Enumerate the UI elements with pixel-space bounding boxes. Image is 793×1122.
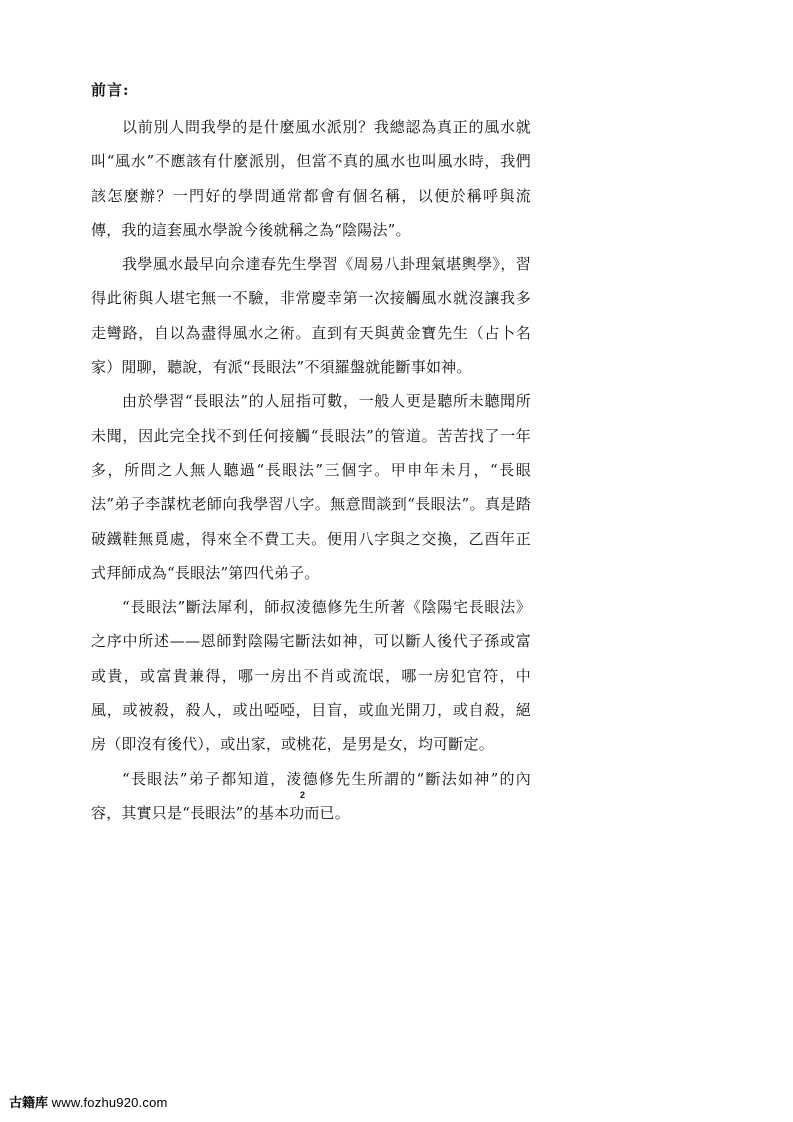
paragraph-5: “長眼法”弟子都知道，淩德修先生所謂的“斷法如神”的內容，其實只是“長眼法”的基本功而已。 <box>91 769 531 822</box>
page-number: 2 <box>300 790 306 800</box>
watermark-url: www.fozhu920.com <box>51 1095 168 1110</box>
paragraph-2: 我學風水最早向佘達春先生學習《周易八卦理氣堪輿學》，習得此術與人堪宅無一不驗，非常慶幸第一次接觸風水就沒讓我多走彎路，自以為盡得風水之術。直到有天與黄金寶先生（占卜名家）閒聊，聽說，有派“長眼法”不須羅盤就能斷事如神。 <box>91 255 531 377</box>
paragraph-4: “長眼法”斷法犀利，師叔淩德修先生所著《陰陽宅長眼法》之序中所述——恩師對陰陽宅斷法如神，可以斷人後代子孫或富或貴，或富貴兼得，哪一房出不肖或流氓，哪一房犯官符，中風，或被殺，殺人，或出啞啞，目盲，或血光開刀，或自殺，絕房（即沒有後代），或出家，或桃花，是男是女，均可斷定。 <box>91 598 531 754</box>
paragraph-1: 以前別人問我學的是什麼風水派別？我總認為真正的風水就叫“風水”不應該有什麼派別，但當不真的風水也叫風水時，我們該怎麼辦？一門好的學問通常都會有個名稱，以便於稱呼與流傳，我的這套風水學說今後就稱之為“陰陽法”。 <box>91 118 531 239</box>
paragraph-3: 由於學習“長眼法”的人屈指可數，一般人更是聽所未聽聞所未聞，因此完全找不到任何接觸“長眼法”的管道。苦苦找了一年多，所問之人無人聽過“長眼法”三個字。甲申年未月，“長眼法”弟子李謀枕老師向我學習八字。無意間談到“長眼法”。真是踏破鐵鞋無覓處，得來全不費工夫。便用八字與之交換，乙酉年正式拜師成為“長眼法”第四代弟子。 <box>91 392 531 582</box>
watermark-site-name: 古籍库 <box>9 1096 49 1111</box>
preface-heading: 前言: <box>91 81 130 99</box>
preface-body <box>91 110 531 830</box>
site-watermark <box>9 1092 168 1111</box>
